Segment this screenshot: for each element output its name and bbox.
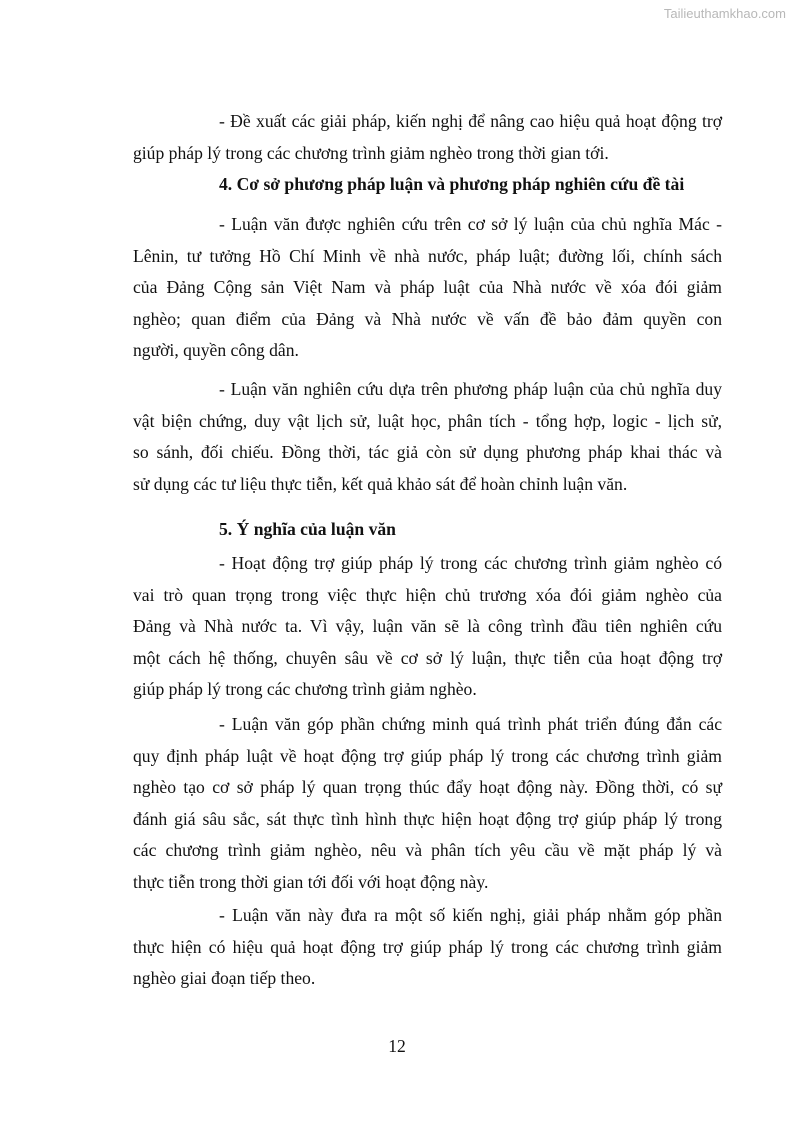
text-line: - Luận văn được nghiên cứu trên cơ sở lý luận của chủ nghĩa Mác - [219,214,722,234]
text-line: vai trò quan trọng trong việc thực hiện chủ trương xóa đói giảm nghèo của [133,584,722,605]
text-line: đánh giá sâu sắc, sát thực tình hình thực hiện hoạt động trợ giúp pháp lý trong [133,808,722,829]
text-line: - Hoạt động trợ giúp pháp lý trong các chương trình giảm nghèo có [219,553,722,573]
text-line: của Đảng Cộng sản Việt Nam và pháp luật của Nhà nước về xóa đói giảm [133,277,722,297]
text-line: vật biện chứng, duy vật lịch sử, luật học, phân tích - tổng hợp, logic - lịch sử, [133,410,722,431]
text-line: - Luận văn này đưa ra một số kiến nghị, giải pháp nhằm góp phần [219,905,722,925]
text-line: - Luận văn nghiên cứu dựa trên phương pháp luận của chủ nghĩa duy [219,379,722,399]
page-number: 12 [388,1036,406,1056]
text-line: các chương trình giảm nghèo, nêu và phân tích yêu cầu về mặt pháp lý và [133,840,722,860]
paragraph [133,900,722,995]
text-line: nghèo giai đoạn tiếp theo. [133,968,316,988]
text-line: giúp pháp lý trong các chương trình giảm nghèo. [133,679,477,699]
text-line: nghèo tạo cơ sở pháp lý quan trọng thúc đẩy hoạt động này. Đồng thời, có sự [133,777,722,797]
paragraph [133,374,722,500]
text-line: so sánh, đối chiếu. Đồng thời, tác giả còn sử dụng phương pháp khai thác và [133,442,722,462]
text-line: - Đề xuất các giải pháp, kiến nghị để nâng cao hiệu quả hoạt động trợ [219,111,722,131]
text-line: giúp pháp lý trong các chương trình giảm nghèo trong thời gian tới. [133,142,609,163]
paragraph [133,209,722,367]
text-line: quy định pháp luật về hoạt động trợ giúp pháp lý trong các chương trình giảm [133,745,722,766]
paragraph [133,548,722,706]
text-line: sử dụng các tư liệu thực tiễn, kết quả khảo sát để hoàn chỉnh luận văn. [133,473,628,494]
text-line: một cách hệ thống, chuyên sâu về cơ sở lý luận, thực tiễn của hoạt động trợ [133,647,722,668]
text-line: - Luận văn góp phần chứng minh quá trình phát triển đúng đắn các [219,714,722,734]
text-line: thực hiện có hiệu quả hoạt động trợ giúp pháp lý trong các chương trình giảm [133,936,722,957]
section-heading: 5. Ý nghĩa của luận văn [219,519,396,539]
paragraph [133,106,722,169]
section-heading: 4. Cơ sở phương pháp luận và phương pháp nghiên cứu đề tài [219,174,685,194]
watermark: Tailieuthamkhao.com [663,6,786,21]
text-line: thực tiễn trong thời gian tới đối với hoạt động này. [133,871,489,892]
paragraph [133,709,722,898]
text-line: Đảng và Nhà nước ta. Vì vậy, luận văn sẽ là công trình đầu tiên nghiên cứu [133,616,722,636]
text-line: người, quyền công dân. [133,340,299,360]
text-line: Lênin, tư tưởng Hồ Chí Minh về nhà nước, pháp luật; đường lối, chính sách [133,245,722,266]
text-line: nghèo; quan điểm của Đảng và Nhà nước về vấn đề bảo đảm quyền con [133,308,722,329]
